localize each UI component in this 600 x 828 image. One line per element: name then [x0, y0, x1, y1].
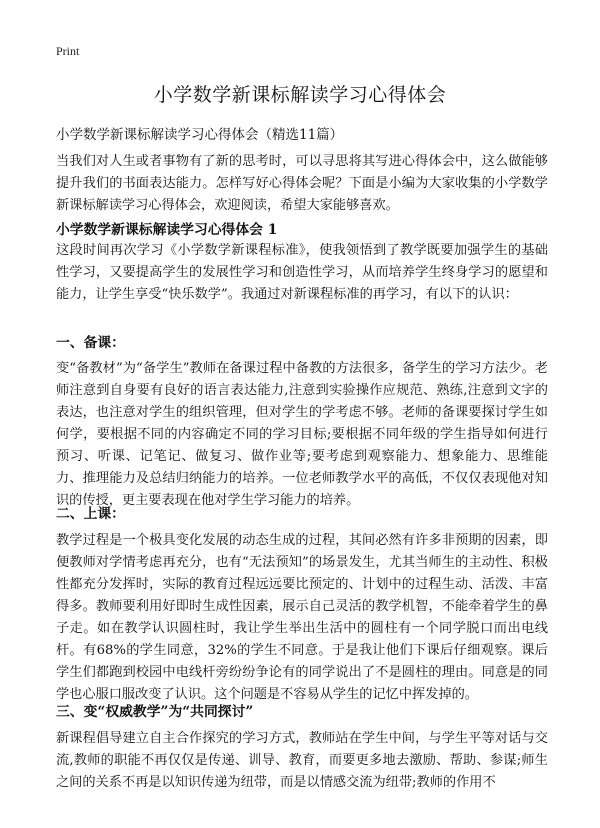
- section-intro-paragraph: 这段时间再次学习《小学数学新课程标准》，使我领悟到了教学既要加强学生的基础性学习，又要提高学生的发展性学习和创造性学习，从而培养学生终身学习的愿望和能力，让学生享受“快乐数学”。我通过对新课程标准的再学习，有以下的认识：: [56, 243, 548, 302]
- print-link[interactable]: Print: [56, 44, 80, 58]
- page-title: 小学数学新课标解读学习心得体会: [153, 84, 447, 106]
- document-subtitle: 小学数学新课标解读学习心得体会（精选11篇）: [56, 127, 344, 143]
- intro-paragraph: 当我们对人生或者事物有了新的思考时，可以寻思将其写进心得体会中，这么做能够提升我们的书面表达能力。怎样写好心得体会呢？下面是小编为大家收集的小学数学新课标解读学习心得体会，欢迎阅读，希望大家能够喜欢。: [56, 154, 548, 213]
- paragraph-lesson-prep: 变“备教材”为“备学生”教师在备课过程中备教的方法很多，备学生的学习方法少。老师注意到自身要有良好的语言表达能力,注意到实验操作应规范、熟练,注意到文字的表达，也注意对学生的组织管理，但对学生的学考虑不够。老师的备课要探讨学生如何学，要根据不同的内容确定不同的学习目标;要根据不同年级的学生指导如何进行预习、听课、记笔记、做复习、做作业等;要考虑到观察能力、想象能力、思维能力、推理能力及总结归纳能力的培养。一位老师教学水平的高低，不仅仅表现他对知识的传授，更主要表现在他对学生学习能力的培养。: [56, 361, 548, 508]
- heading-teaching: 二、上课：: [56, 506, 125, 522]
- paragraph-collaborative: 新课程倡导建立自主合作探究的学习方式，教师站在学生中间，与学生平等对话与交流,教师的职能不再仅仅是传递、训导、教育，而要更多地去激励、帮助、参谋;师生之间的关系不再是以知识传递为纽带，而是以情感交流为纽带;教师的作用不: [56, 731, 548, 790]
- heading-lesson-prep: 一、备课：: [56, 335, 125, 351]
- heading-collaborative: 三、变“权威教学”为“共同探讨”: [56, 704, 254, 720]
- paragraph-teaching: 教学过程是一个极具变化发展的动态生成的过程，其间必然有许多非预期的因素，即便教师对学情考虑再充分，也有“无法预知”的场景发生，尤其当师生的主动性、积极性都充分发挥时，实际的教育过程远远要比预定的、计划中的过程生动、活泼、丰富得多。教师要利用好即时生成性因素，展示自己灵活的教学机智，不能牵着学生的鼻子走。如在教学认识圆柱时，我让学生举出生活中的圆柱有一个同学脱口而出电线杆。有68%的学生同意，32%的学生不同意。于是我让他们下课后仔细观察。课后学生们都跑到校园中电线杆旁纷纷争论有的同学说出了不是圆柱的理由。同意是的同学也心服口服改变了认识。这个问题是不容易从学生的记忆中挥发掉的。: [56, 533, 548, 702]
- section-title: 小学数学新课标解读学习心得体会 1: [56, 222, 278, 238]
